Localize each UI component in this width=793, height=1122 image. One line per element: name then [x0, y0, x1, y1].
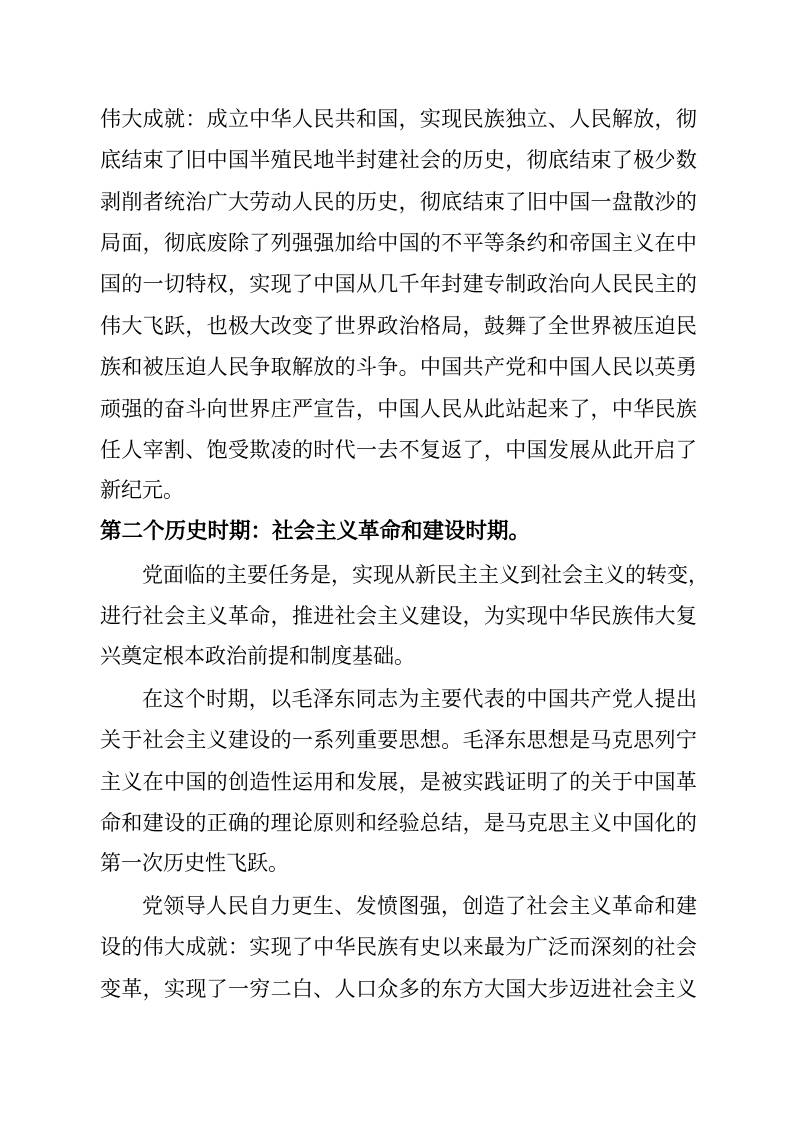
- text-line: 进 行 社 会 主 义 革 命 ， 推 进 社 会 主 义 建 设 ， 为 实 现 中 华 民 族 伟 大 复: [100, 603, 697, 628]
- text-line: 主 义 在 中 国 的 创 造 性 运 用 和 发 展 ， 是 被 实 践 证 明 了 的 关 于 中 国 革: [100, 769, 697, 794]
- text-line: 变 革 ， 实 现 了 一 穷 二 白 、 人 口 众 多 的 东 方 大 国 大 步 迈 进 社 会 主 义: [100, 976, 697, 1001]
- text-line: 剥 削 者 统 治 广 大 劳 动 人 民 的 历 史 ， 彻 底 结 束 了 旧 中 国 一 盘 散 沙 的: [100, 189, 697, 214]
- paragraph: [100, 553, 709, 677]
- text-line: 族 和 被 压 迫 人 民 争 取 解 放 的 斗 争 。 中 国 共 产 党 和 中 国 人 民 以 英 勇: [100, 355, 697, 380]
- text-line: 党 领 导 人 民 自 力 更 生 、 发 愤 图 强 ， 创 造 了 社 会 主 义 革 命 和 建: [142, 894, 697, 919]
- text-block: [100, 97, 709, 1009]
- text-line: 设 的 伟 大 成 就 ： 实 现 了 中 华 民 族 有 史 以 来 最 为 广 泛 而 深 刻 的 社 会: [100, 935, 697, 960]
- text-line: 兴奠定根本政治前提和制度基础。: [100, 643, 415, 668]
- text-line: 伟 大 飞 跃 ， 也 极 大 改 变 了 世 界 政 治 格 局 ， 鼓 舞 了 全 世 界 被 压 迫 民: [100, 313, 697, 338]
- text-line: 党 面 临 的 主 要 任 务 是 ， 实 现 从 新 民 主 主 义 到 社 会 主 义 的 转 变 ，: [142, 562, 709, 587]
- text-line: 在 这 个 时 期 ， 以 毛 泽 东 同 志 为 主 要 代 表 的 中 国 共 产 党 人 提 出: [142, 686, 697, 711]
- text-line: 顽 强 的 奋 斗 向 世 界 庄 严 宣 告 ， 中 国 人 民 从 此 站 起 来 了 ， 中 华 民 族: [100, 396, 697, 421]
- text-line: 关 于 社 会 主 义 建 设 的 一 系 列 重 要 思 想 。 毛 泽 东 思 想 是 马 克 思 列 宁: [100, 728, 697, 753]
- paragraph: [100, 677, 697, 884]
- text-line: 新纪元。: [100, 477, 184, 502]
- text-line: 局 面 ， 彻 底 废 除 了 列 强 强 加 给 中 国 的 不 平 等 条 约 和 帝 国 主 义 在 中: [100, 231, 697, 256]
- paragraph-continuation: [100, 97, 697, 511]
- section-heading: 第二个历史时期：社会主义革命和建设时期。: [100, 519, 531, 544]
- text-line: 任 人 宰 割 、 饱 受 欺 凌 的 时 代 一 去 不 复 返 了 ， 中 国 发 展 从 此 开 启 了: [100, 438, 697, 463]
- text-line: 底 结 束 了 旧 中 国 半 殖 民 地 半 封 建 社 会 的 历 史 ， 彻 底 结 束 了 极 少 数: [100, 148, 697, 173]
- text-line: 伟 大 成 就 ： 成 立 中 华 人 民 共 和 国 ， 实 现 民 族 独 立 、 人 民 解 放 ， 彻: [100, 106, 697, 131]
- text-line: 国 的 一 切 特 权 ， 实 现 了 中 国 从 几 千 年 封 建 专 制 政 治 向 人 民 民 主 的: [100, 272, 697, 297]
- text-line: 第一次历史性飞跃。: [100, 850, 289, 875]
- text-line: 命 和 建 设 的 正 确 的 理 论 原 则 和 经 验 总 结 ， 是 马 克 思 主 义 中 国 化 的: [100, 811, 697, 836]
- paragraph: [100, 884, 697, 1008]
